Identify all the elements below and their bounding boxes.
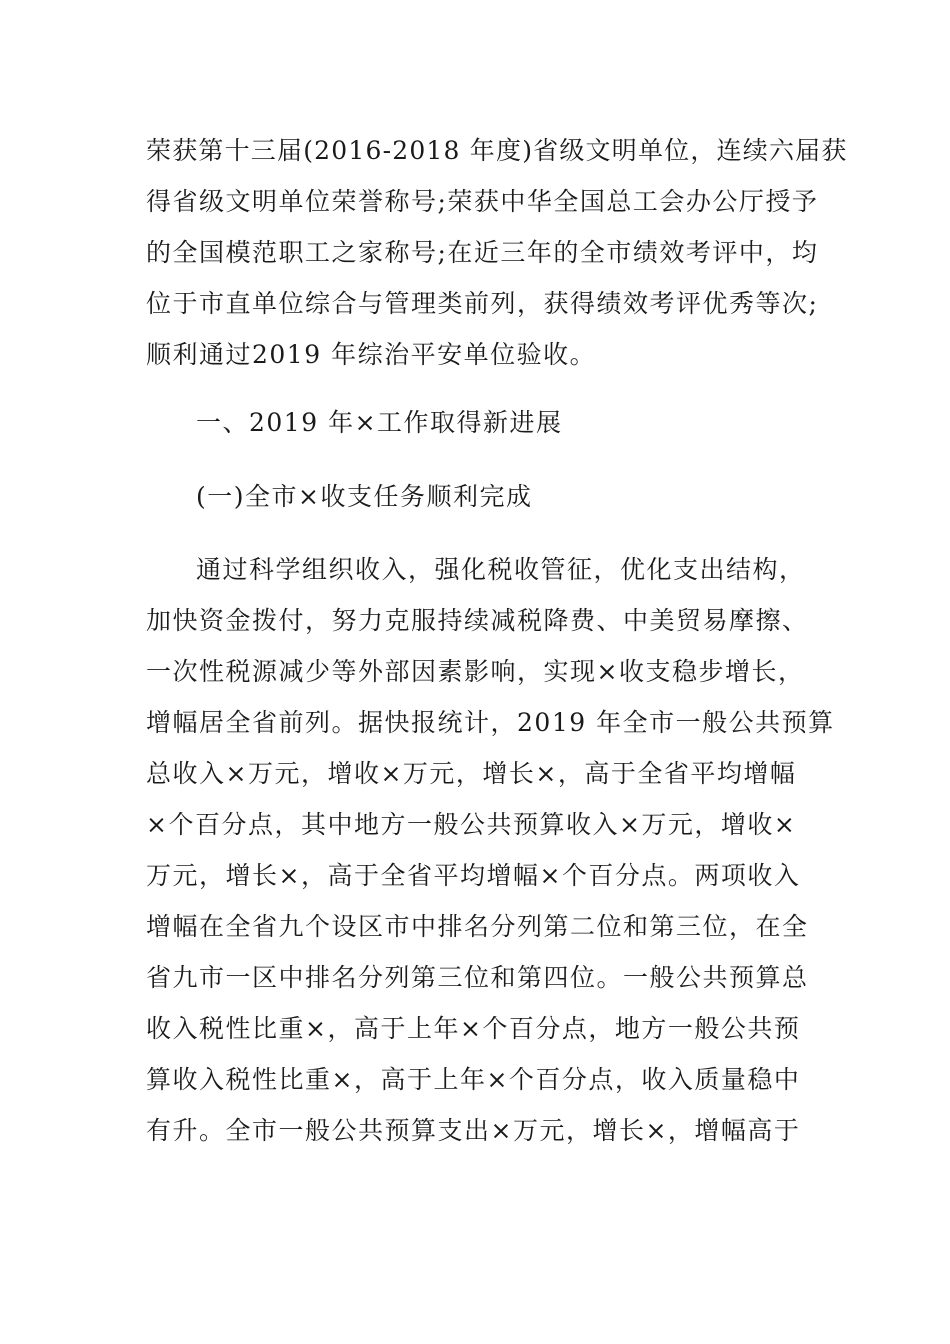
body-line-4: 增幅居全省前列。据快报统计，2019 年全市一般公共预算: [146, 708, 835, 737]
intro-line-5: 顺利通过2019 年综治平安单位验收。: [146, 340, 597, 369]
intro-line-1: 荣获第十三届(2016-2018 年度)省级文明单位，连续六届获: [146, 136, 848, 165]
body-line-2: 加快资金拨付，努力克服持续减税降费、中美贸易摩擦、: [146, 606, 809, 635]
body-line-3: 一次性税源减少等外部因素影响，实现×收支稳步增长，: [146, 657, 805, 686]
body-line-9: 省九市一区中排名分列第三位和第四位。一般公共预算总: [146, 963, 809, 992]
body-line-10: 收入税性比重×，高于上年×个百分点，地方一般公共预: [146, 1014, 801, 1043]
body-line-6: ×个百分点，其中地方一般公共预算收入×万元，增收×: [146, 810, 797, 839]
body-line-12: 有升。全市一般公共预算支出×万元，增长×，增幅高于: [146, 1116, 801, 1145]
body-line-7: 万元，增长×，高于全省平均增幅×个百分点。两项收入: [146, 861, 801, 890]
body-line-8: 增幅在全省九个设区市中排名分列第二位和第三位，在全: [146, 912, 809, 941]
intro-line-2: 得省级文明单位荣誉称号;荣获中华全国总工会办公厅授予: [146, 187, 819, 216]
body-line-11: 算收入税性比重×，高于上年×个百分点，收入质量稳中: [146, 1065, 801, 1094]
subsection-heading: (一)全市×收支任务顺利完成: [196, 482, 533, 511]
section-heading: 一、2019 年×工作取得新进展: [196, 408, 563, 437]
intro-line-3: 的全国模范职工之家称号;在近三年的全市绩效考评中，均: [146, 238, 819, 267]
body-line-5: 总收入×万元，增收×万元，增长×，高于全省平均增幅: [146, 759, 797, 788]
intro-line-4: 位于市直单位综合与管理类前列，获得绩效考评优秀等次;: [146, 289, 819, 318]
body-line-1: 通过科学组织收入，强化税收管征，优化支出结构，: [196, 555, 806, 584]
